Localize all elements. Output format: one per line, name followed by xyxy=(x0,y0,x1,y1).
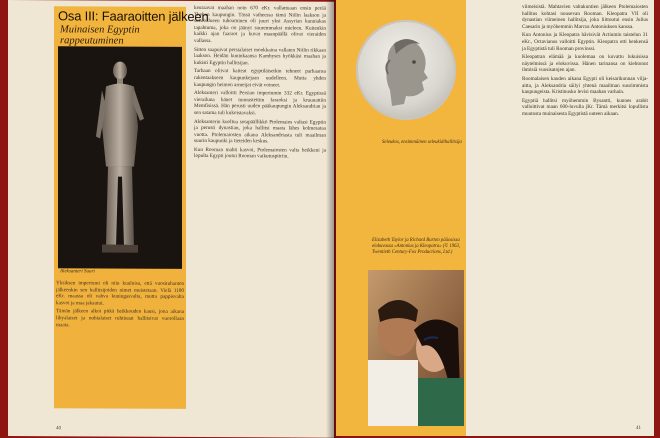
paragraph: Egyptiä hallitsi myöhemmin Bysantti, kunnes arabit valloittivat maan 600-luvulla jKr. Tämä merkitsi lopullista muutosta muinaisesta Egyptistä uuteen aikaan. xyxy=(522,97,648,117)
paragraph: keuraavat maahan noin 670 eKr. vallattuaan ensin perää Theban kaupungin. Tässä vaiheessa tämä Niilin laakson ja suistoalueen tuhoaminen oli juuri yksi Assyrian kunniakas tapahtuma, joka on jäänyt suuremmaksi mieleen. Kuitenkin kaikki ajan faaraot ja kuvat maanpäällä olivat vieraiden vallassa. xyxy=(194,4,326,45)
paragraph: Kun Antonius ja Kleopatra hävisivät Actiumin taistelun 31 eKr., Octavianus valloitti Egyptin. Kleopatra otti henkensä ja Egyptistä tuli Rooman provinssi. xyxy=(522,32,648,52)
paragraph: Yksiksen imperiumi oli niin kuuluisa, että vuosituhanten jälkeenkin sen hallitsijoiden nimet muistetaan. Vielä 1100 eKr. maassa oli vahva kuningasvalta, mutta pappisvalta kasvoi ja maa jakautui. xyxy=(56,280,184,307)
film-still-image xyxy=(368,270,464,426)
film-caption: Elizabeth Taylor ja Richard Burton pääosissa elokuvassa »Antonius ja Kleopatra« (© 1963, Twentieth Century-Fox Productions, Ltd.) xyxy=(372,238,461,255)
statue-figure-icon xyxy=(94,56,146,256)
left-page xyxy=(8,0,334,438)
paragraph: Sitten saapuivat persialaiset mookkaina vallaten Niilin rikkaan laakson. Heidän kuninkaansa Kambyses hyökkäsi maahan ja kukisti Egyptin hallitsijan. xyxy=(194,46,326,67)
coin-head-icon xyxy=(356,20,456,120)
paragraph: Kleopatran elämää ja kuolemaa on kuvattu lukuisissa näytelmissä ja elokuvissa. Hänen tarinansa on kiehtonut ihmisiä vuosisatojen ajan. xyxy=(522,54,648,74)
paragraph: Tarhaan oliivat kaiteat egyptiläisetkin tehneet parhaansa rakentaakseen kaupunkejaan uudelleen. Mutta yhden kaupungin heimon armeijat eivät voineet. xyxy=(194,68,326,88)
left-bottom-column xyxy=(56,280,184,411)
right-main-column xyxy=(522,4,648,422)
page-title: Osa III: Faaraoitten jälkeen xyxy=(58,8,209,25)
right-page xyxy=(336,0,654,436)
paragraph: viimeisistä. Mahtavien valtakuntien jälkeen Ptolemaiosten hallitus kohtasi nousevan Rooman. Kleopatra VII oli dynastian viimeinen hallitsija, joka liittoutui ensin Julius Caesarin ja myöhemmin Marcus Antoniuksen kanssa. xyxy=(522,4,648,30)
paragraph: Aleksanteri valloitti Persian imperiumin 332 eKr. Egyptissä vierailuna hänet tunnustettiin faraoksi ja kruunattiin Memfisissä. Hän perusti uuden pääkaupungin Aleksandrian ja sen satama tuli kukoistavaksi. xyxy=(194,90,326,117)
paragraph: Roomalaisen kauden aikana Egypti oli keisarikunnan vilja-aitta, ja Aleksandria säilyi yhtenä maailman suurimmista kaupungeista. Kristinusko levisi maahan varhain. xyxy=(522,75,648,96)
statue-photo xyxy=(58,46,182,269)
page-subtitle: Muinaisen Egyptin rappeutuminen xyxy=(60,24,140,47)
paragraph: Tämän jälkeen alkoi pitkä heikkouden kausi, jona aikana libyalaiset ja nubialaiset ruhtinaat hallitsivat vuorollaan maata. xyxy=(56,308,184,328)
coin-caption: Seleukos, ensimmäinen seleukidihallitsija xyxy=(382,140,462,145)
left-main-column xyxy=(194,5,326,421)
statue-caption: Aleksanteri Suuri xyxy=(60,269,95,275)
page-number-left: 40 xyxy=(56,426,61,432)
paragraph: Kun Rooman mahti kasvoi, Ptolemaiosten valta heikkeni ja lopulta Egypti joutui Rooman vaikutuspiiriin. xyxy=(194,146,326,160)
page-number-right: 41 xyxy=(636,426,641,431)
film-still-photo xyxy=(368,270,464,426)
paragraph: Aleksanterin kuoltua sotapäällikkö Ptolemaios valtasi Egyptin ja perusti dynastian, joka hallitsi maata lähes kolmesataa vuotta. Ptolemaiosten aikana Aleksandriasta tuli maailman suurin kaupunki ja tieteiden keskus. xyxy=(194,118,326,145)
coin-portrait xyxy=(356,20,456,120)
